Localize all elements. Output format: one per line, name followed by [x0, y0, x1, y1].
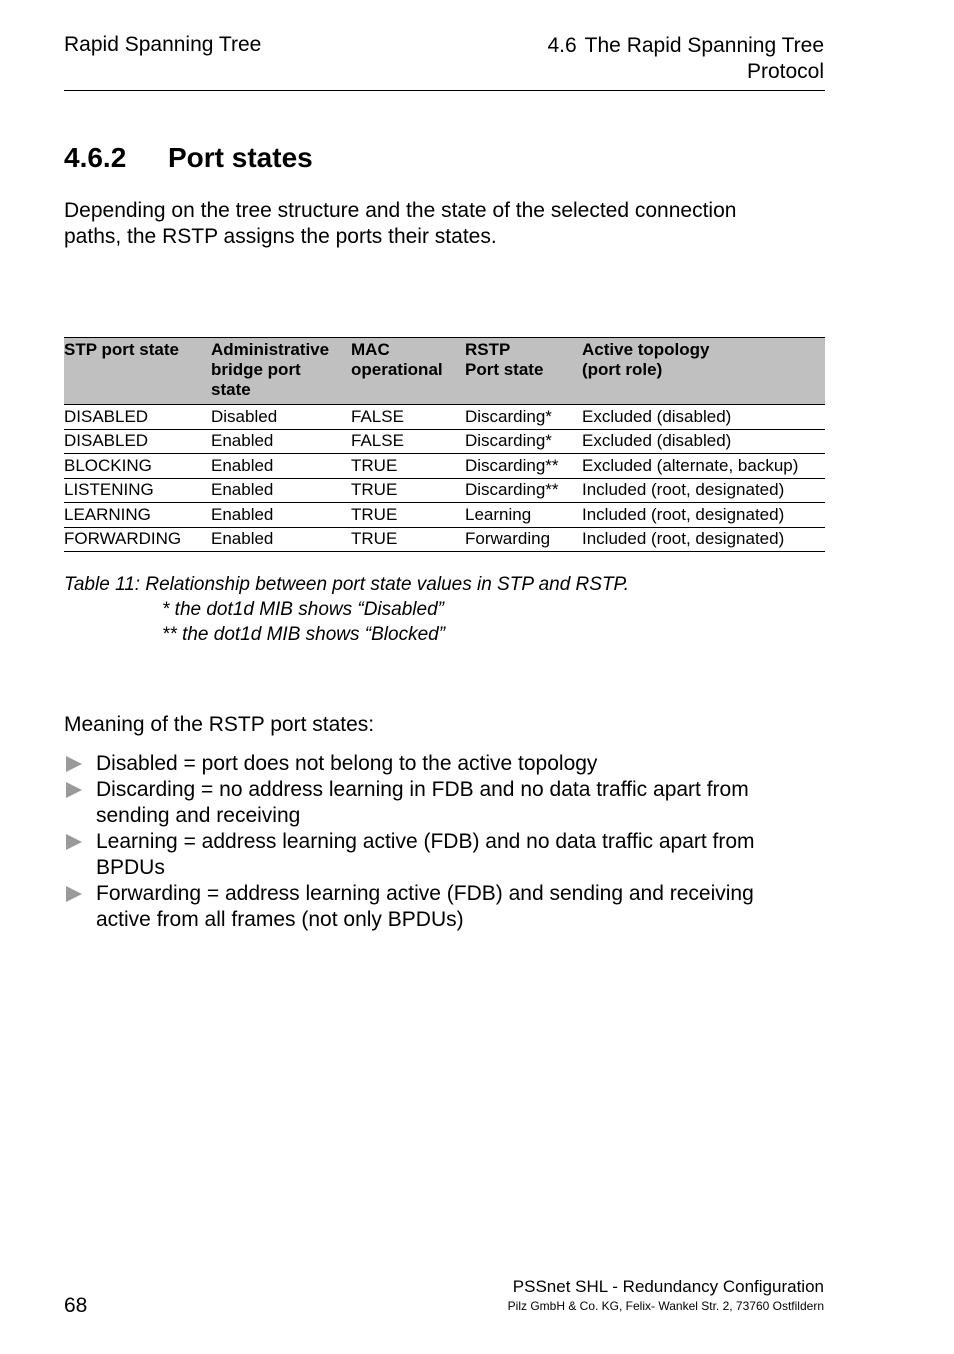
- caption-footnote-2: ** the dot1d MIB shows “Blocked”: [162, 624, 446, 645]
- table-cell: Discarding*: [465, 405, 582, 430]
- column-header-mac-operational: [351, 338, 465, 405]
- table-row: [64, 405, 825, 430]
- table-row: [64, 429, 825, 454]
- table-cell: FALSE: [351, 405, 465, 430]
- column-header-rstp-port-state: [465, 338, 582, 405]
- triangle-bullet-icon: [66, 756, 82, 772]
- header-text: Port state: [465, 360, 544, 379]
- table-cell: FALSE: [351, 429, 465, 454]
- list-item: [64, 777, 825, 829]
- table-cell: DISABLED: [64, 405, 211, 430]
- page-number: 68: [64, 1294, 88, 1317]
- column-header-admin-bridge-port-state: [211, 338, 351, 405]
- table-cell: DISABLED: [64, 429, 211, 454]
- table-cell: LEARNING: [64, 503, 211, 528]
- table-cell: Discarding*: [465, 429, 582, 454]
- header-rule: [64, 90, 825, 91]
- meaning-heading: Meaning of the RSTP port states:: [64, 713, 375, 736]
- table-row: [64, 454, 825, 479]
- table-cell: Included (root, designated): [582, 527, 825, 552]
- table-cell: TRUE: [351, 478, 465, 503]
- footer-address: Pilz GmbH & Co. KG, Felix- Wankel Str. 2, 73760 Ostfildern: [507, 1299, 824, 1313]
- table-cell: Enabled: [211, 454, 351, 479]
- port-states-table: [64, 337, 825, 552]
- list-item: [64, 829, 825, 881]
- list-item-line: active from all frames (not only BPDUs): [96, 908, 464, 931]
- list-item-line: Forwarding = address learning active (FDB) and sending and receiving: [96, 882, 754, 905]
- table-header-row: [64, 338, 825, 405]
- table-caption: [64, 572, 629, 647]
- table-cell: Included (root, designated): [582, 503, 825, 528]
- triangle-bullet-icon: [66, 886, 82, 902]
- caption-footnote-1: * the dot1d MIB shows “Disabled”: [162, 599, 444, 620]
- triangle-bullet-icon: [66, 834, 82, 850]
- section-number: 4.6.2: [64, 142, 127, 173]
- header-text: RSTP: [465, 340, 511, 359]
- section-heading: [64, 142, 313, 174]
- header-text: (port role): [582, 360, 663, 379]
- running-header-section-title-2: Protocol: [746, 60, 824, 83]
- running-header-chapter: Rapid Spanning Tree: [64, 33, 262, 56]
- running-header-section-number: 4.6: [547, 34, 577, 57]
- table-cell: Included (root, designated): [582, 478, 825, 503]
- intro-line: Depending on the tree structure and the state of the selected connection: [64, 199, 737, 222]
- column-header-active-topology: [582, 338, 825, 405]
- table-cell: Excluded (alternate, backup): [582, 454, 825, 479]
- intro-paragraph: [64, 198, 825, 250]
- table-cell: Disabled: [211, 405, 351, 430]
- table-cell: Enabled: [211, 429, 351, 454]
- header-text: Administrative: [211, 340, 330, 359]
- footer-document-title: PSSnet SHL - Redundancy Configuration: [512, 1277, 824, 1296]
- table-cell: Forwarding: [465, 527, 582, 552]
- table-cell: TRUE: [351, 527, 465, 552]
- table-cell: Learning: [465, 503, 582, 528]
- list-item-line: Disabled = port does not belong to the active topology: [96, 752, 598, 775]
- header-text: state: [211, 380, 251, 399]
- header-text: Active topology: [582, 340, 710, 359]
- table-cell: BLOCKING: [64, 454, 211, 479]
- running-header-section: [547, 33, 824, 85]
- caption-text: Table 11: Relationship between port state values in STP and RSTP.: [64, 574, 630, 595]
- header-text: operational: [351, 360, 443, 379]
- table-row: [64, 503, 825, 528]
- header-text: STP port state: [64, 340, 179, 359]
- table-cell: TRUE: [351, 503, 465, 528]
- table-row: [64, 478, 825, 503]
- rstp-states-list: [64, 751, 825, 933]
- header-text: bridge port: [211, 360, 301, 379]
- table-cell: Enabled: [211, 527, 351, 552]
- list-item-line: Learning = address learning active (FDB) and no data traffic apart from: [96, 830, 755, 853]
- list-item-line: sending and receiving: [96, 804, 301, 827]
- table-cell: FORWARDING: [64, 527, 211, 552]
- table-cell: LISTENING: [64, 478, 211, 503]
- column-header-stp-port-state: [64, 338, 211, 405]
- table-cell: Enabled: [211, 503, 351, 528]
- header-text: MAC: [351, 340, 390, 359]
- list-item: [64, 881, 825, 933]
- list-item-line: Discarding = no address learning in FDB and no data traffic apart from: [96, 778, 749, 801]
- section-title: Port states: [168, 142, 313, 173]
- table-cell: Discarding**: [465, 454, 582, 479]
- table-cell: Excluded (disabled): [582, 405, 825, 430]
- table-cell: TRUE: [351, 454, 465, 479]
- list-item-line: BPDUs: [96, 856, 165, 879]
- intro-line: paths, the RSTP assigns the ports their states.: [64, 225, 497, 248]
- triangle-bullet-icon: [66, 782, 82, 798]
- list-item: [64, 751, 825, 777]
- table-cell: Enabled: [211, 478, 351, 503]
- table-cell: Excluded (disabled): [582, 429, 825, 454]
- running-header-section-title-1: The Rapid Spanning Tree: [584, 34, 824, 57]
- table-cell: Discarding**: [465, 478, 582, 503]
- table-row: [64, 527, 825, 552]
